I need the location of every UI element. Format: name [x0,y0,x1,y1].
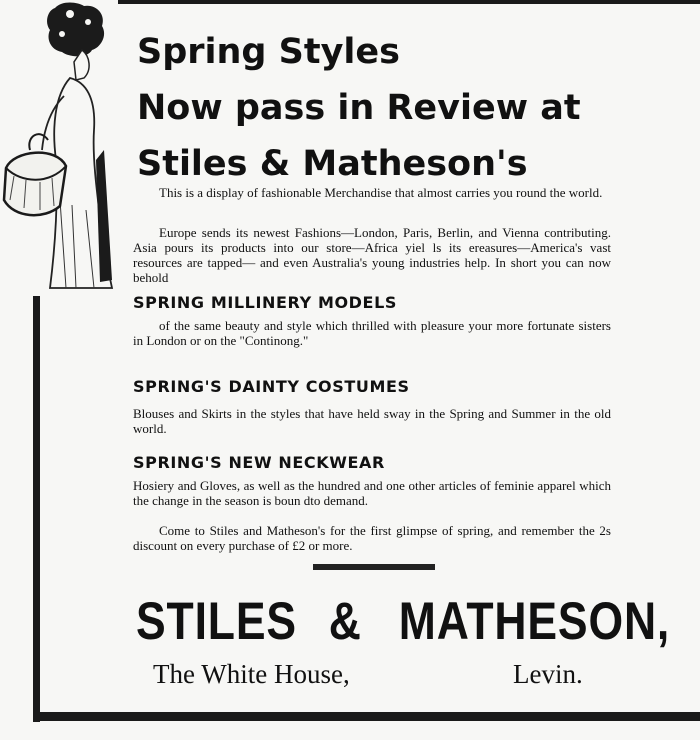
lady-arm [42,96,64,150]
intro-paragraph: This is a display of fashionable Merchandise that almost carries you round the world. [159,185,603,200]
store-name-stiles: STILES [136,592,297,651]
headline-line-2: Now pass in Review at [137,88,581,128]
store-address: The White House, [153,659,350,689]
section-text-neckwear: Hosiery and Gloves, as well as the hundred and one other articles of feminie apparel which the change in the season is boun dto demand. [133,478,611,508]
europe-paragraph: Europe sends its newest Fashions—London, Paris, Berlin, and Vienna contributing. Asia pours its products into our store—Africa yiel ls its ereasures—America's vast resources are tapped— and even Australia's young industries help. In short you can now behold [133,225,611,285]
section-heading-neckwear: SPRING'S NEW NECKWEAR [133,453,385,472]
headline-line-3: Stiles & Matheson's [137,144,528,184]
closing-paragraph: Come to Stiles and Matheson's for the first glimpse of spring, and remember the 2s discount on every purchase of £2 or more. [133,523,611,553]
section-text-costumes: Blouses and Skirts in the styles that have held sway in the Spring and Summer in the old world. [133,406,611,436]
hatbox [4,134,66,215]
lady-illustration [0,0,120,290]
section-heading-costumes: SPRING'S DAINTY COSTUMES [133,377,410,396]
store-name-ampersand: & [328,592,362,651]
umbrella [96,150,112,282]
store-location: Levin. [513,659,583,689]
store-name [136,594,670,650]
section-heading-millinery: SPRING MILLINERY MODELS [133,293,398,312]
bottom-border [33,712,700,721]
headline-line-1: Spring Styles [137,32,400,72]
left-border [33,296,40,722]
lady-hat [47,3,104,57]
store-name-matheson: MATHESON, [398,592,671,651]
ornament-divider [313,564,435,570]
lady-skirt-shading [60,200,94,288]
section-text-millinery: of the same beauty and style which thrilled with pleasure your more fortunate sisters in London or on the "Continong." [133,318,611,348]
top-border [118,0,700,4]
headline [137,24,581,192]
